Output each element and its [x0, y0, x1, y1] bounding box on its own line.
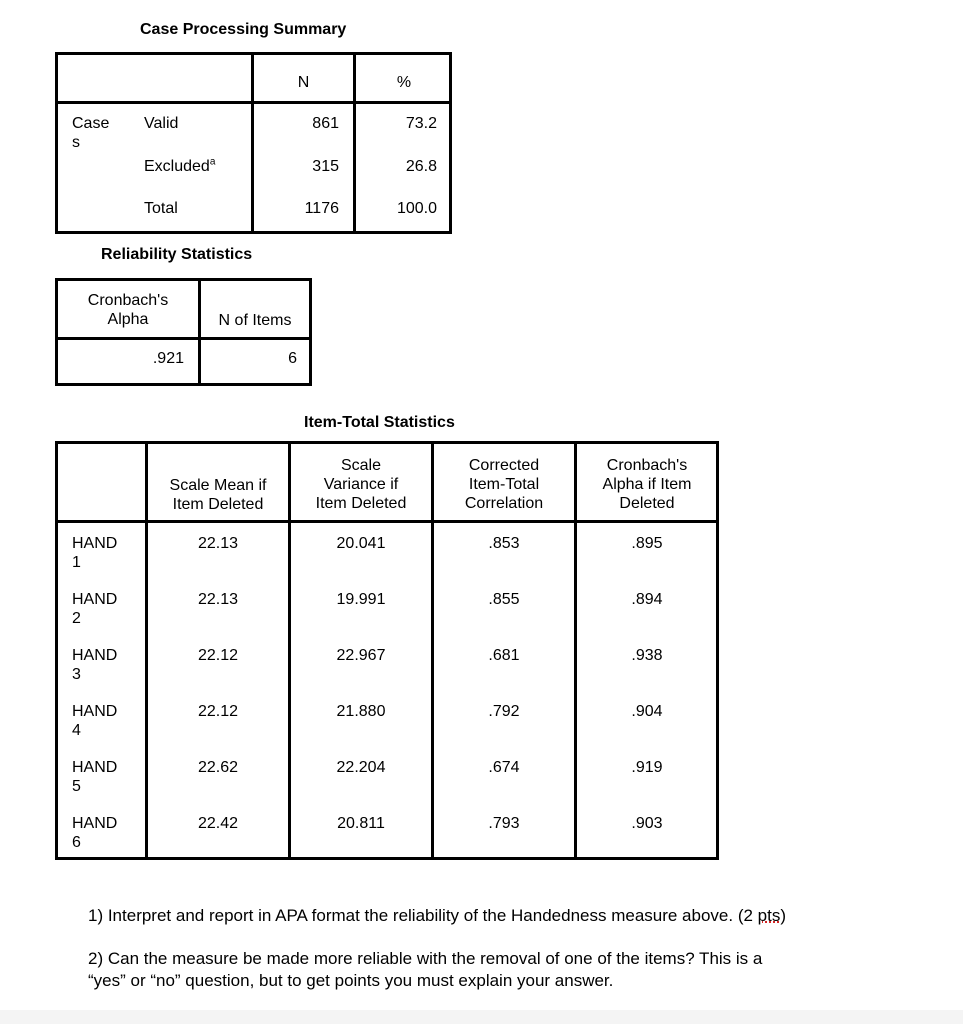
reliability-table	[55, 278, 312, 386]
question-1-text: 1) Interpret and report in APA format the reliability of the Handedness measure above. (2	[88, 906, 758, 925]
cell-mean: 22.12	[197, 703, 239, 720]
row-label-line2: 4	[72, 722, 81, 739]
row-group-label-line2: s	[72, 134, 80, 151]
cell-alpha-if-deleted: .938	[631, 647, 663, 664]
row-label-line2: 6	[72, 834, 81, 851]
cell-mean: 22.62	[197, 759, 239, 776]
row-label-total: Total	[144, 200, 178, 217]
header-n-items: N of Items	[218, 312, 292, 329]
cell-alpha-if-deleted: .894	[631, 591, 663, 608]
cell-variance: 20.811	[337, 815, 385, 832]
cell-alpha-if-deleted: .903	[631, 815, 663, 832]
header-corrected-line3: Correlation	[464, 495, 544, 512]
header-percent: %	[396, 74, 412, 91]
header-divider	[58, 520, 716, 523]
cell-mean: 22.42	[197, 815, 239, 832]
table-row	[58, 590, 716, 630]
question-1	[88, 905, 928, 927]
row-label-line1: HAND	[72, 759, 118, 776]
row-label-line1: HAND	[72, 647, 118, 664]
cell-excluded-n: 315	[312, 158, 339, 175]
header-divider	[58, 337, 309, 340]
cell-correlation: .853	[488, 535, 520, 552]
table-row	[58, 702, 716, 742]
table-row	[58, 534, 716, 574]
cell-valid-pct: 73.2	[405, 115, 437, 132]
question-1-close: )	[780, 906, 787, 925]
cell-variance: 20.041	[336, 535, 386, 552]
cell-alpha-if-deleted: .895	[631, 535, 663, 552]
cell-mean: 22.13	[197, 591, 239, 608]
footnote-marker: a	[209, 156, 216, 168]
item-total-title: Item-Total Statistics	[304, 414, 455, 431]
header-corrected-line1: Corrected	[468, 457, 540, 474]
header-alpha-deleted-line3: Deleted	[619, 495, 675, 512]
header-alpha-line2: Alpha	[107, 311, 149, 328]
cell-total-n: 1176	[304, 200, 339, 217]
header-scale-var-line1: Scale	[340, 457, 382, 474]
header-alpha-deleted-line1: Cronbach's	[606, 457, 688, 474]
item-total-table	[55, 441, 719, 860]
row-group-label-line1: Case	[72, 115, 110, 132]
cell-mean: 22.12	[197, 647, 239, 664]
cell-variance: 22.967	[336, 647, 386, 664]
cell-variance: 22.204	[336, 759, 386, 776]
header-corrected-line2: Item-Total	[468, 476, 540, 493]
question-2-line1: 2) Can the measure be made more reliable with the removal of one of the items? This is a	[88, 949, 763, 968]
cell-mean: 22.13	[197, 535, 239, 552]
table-row	[58, 758, 716, 798]
row-label-line1: HAND	[72, 815, 118, 832]
header-scale-var-line3: Item Deleted	[315, 495, 407, 512]
header-scale-mean-line1: Scale Mean if	[169, 477, 267, 494]
cell-variance: 19.991	[336, 591, 386, 608]
question-2-line2: “yes” or “no” question, but to get points you must explain your answer.	[88, 971, 614, 990]
row-label-line2: 2	[72, 610, 81, 627]
cell-alpha-if-deleted: .919	[631, 759, 663, 776]
excluded-text: Excluded	[144, 158, 210, 175]
row-label-line1: HAND	[72, 535, 118, 552]
cell-correlation: .855	[488, 591, 520, 608]
cell-alpha-if-deleted: .904	[631, 703, 663, 720]
row-label-excluded	[144, 157, 215, 176]
cell-variance: 21.880	[336, 703, 386, 720]
row-label-line1: HAND	[72, 591, 118, 608]
cell-n-items: 6	[288, 350, 297, 367]
header-alpha-deleted-line2: Alpha if Item	[602, 476, 692, 493]
row-label-valid: Valid	[144, 115, 179, 132]
cell-correlation: .674	[488, 759, 520, 776]
cell-total-pct: 100.0	[396, 200, 437, 217]
table-row	[58, 814, 716, 854]
header-alpha-line1: Cronbach's	[87, 292, 169, 309]
reliability-title: Reliability Statistics	[101, 246, 253, 263]
spellcheck-word: pts	[757, 906, 781, 925]
cell-correlation: .681	[488, 647, 520, 664]
header-n: N	[297, 74, 310, 91]
case-processing-table	[55, 52, 452, 234]
cell-excluded-pct: 26.8	[405, 158, 437, 175]
page-bottom-edge	[0, 1010, 963, 1024]
cell-correlation: .793	[488, 815, 520, 832]
table-row	[58, 646, 716, 686]
cell-correlation: .792	[488, 703, 520, 720]
header-scale-mean-line2: Item Deleted	[172, 496, 264, 513]
header-scale-var-line2: Variance if	[323, 476, 399, 493]
row-label-line1: HAND	[72, 703, 118, 720]
row-label-line2: 1	[72, 554, 81, 571]
row-label-line2: 3	[72, 666, 81, 683]
row-label-line2: 5	[72, 778, 81, 795]
cell-valid-n: 861	[312, 115, 339, 132]
cell-alpha: .921	[152, 350, 184, 367]
case-processing-title: Case Processing Summary	[140, 21, 347, 38]
